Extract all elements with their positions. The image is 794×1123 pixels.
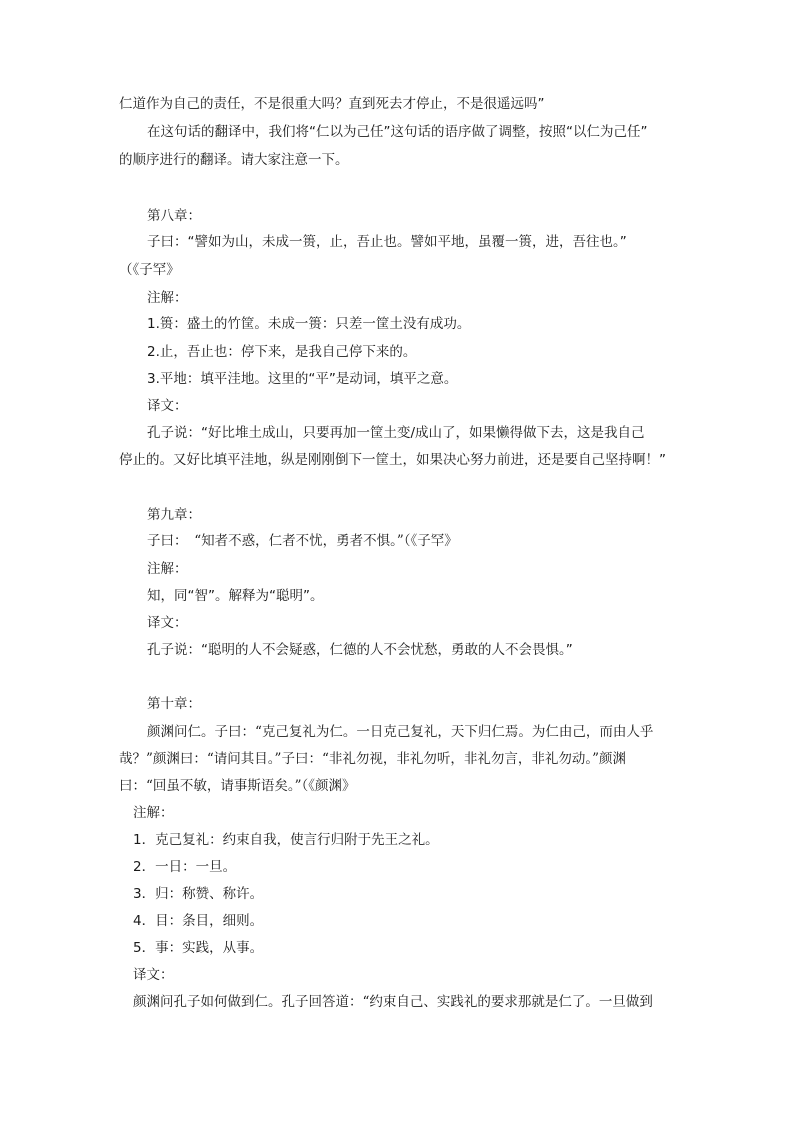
chapter-9-heading: 第九章：: [147, 507, 201, 523]
chapter-8-notes-label: 注解：: [147, 290, 188, 306]
chapter-10-note-3: 3．归：称赞、称许。: [133, 886, 264, 902]
chapter-9-translation-label: 译文：: [147, 615, 188, 631]
intro-line-2: 在这句话的翻译中，我们将“仁以为己任”这句话的语序做了调整，按照“以仁为己任”: [147, 124, 648, 140]
chapter-10-translation-label: 译文：: [133, 967, 174, 983]
chapter-9-notes-label: 注解：: [147, 561, 188, 577]
intro-line-3: 的顺序进行的翻译。请大家注意一下。: [119, 152, 349, 168]
chapter-10-quote-line-1: 颜渊问仁。子曰：“克己复礼为仁。一日克己复礼，天下归仁焉。为仁由己，而由人乎: [147, 724, 654, 740]
chapter-8-heading: 第八章：: [147, 208, 201, 224]
chapter-8-note-3: 3.平地：填平洼地。这里的“平”是动词，填平之意。: [147, 371, 458, 387]
chapter-10-note-5: 5．事：实践，从事。: [133, 940, 264, 956]
chapter-10-heading: 第十章：: [147, 696, 201, 712]
chapter-10-translation-line-1: 颜渊问孔子如何做到仁。孔子回答道：“约束自己、实践礼的要求那就是仁了。一旦做到: [133, 994, 653, 1010]
chapter-9-note: 知，同“智”。解释为“聪明”。: [147, 588, 324, 604]
chapter-10-note-4: 4．目：条目，细则。: [133, 913, 264, 929]
chapter-8-translation-label: 译文：: [147, 398, 188, 414]
chapter-8-note-2: 2.止，吾止也：停下来，是我自己停下来的。: [147, 344, 417, 360]
chapter-10-quote-line-2: 哉？”颜渊曰：“请问其目。”子曰：“非礼勿视，非礼勿听，非礼勿言，非礼勿动。”颜渊: [119, 751, 627, 767]
chapter-10-quote-line-3: 曰：“回虽不敏，请事斯语矣。”（《颜渊》: [119, 778, 356, 794]
chapter-10-notes-label: 注解：: [133, 805, 174, 821]
chapter-9-quote: 子曰： “知者不惑，仁者不忧，勇者不惧。”（《子罕》: [147, 533, 458, 549]
chapter-8-quote-line-1: 子曰：“譬如为山，未成一篑，止，吾止也。譬如平地，虽覆一篑，进，吾往也。”: [147, 234, 627, 250]
chapter-8-quote-line-2: （《子罕》: [119, 262, 180, 278]
chapter-8-translation-line-2: 停止的。又好比填平洼地，纵是刚刚倒下一筐土，如果决心努力前进，还是要自己坚持啊！”: [119, 452, 666, 468]
chapter-8-note-1: 1.篑：盛土的竹筐。未成一篑：只差一筐土没有成功。: [147, 316, 471, 332]
chapter-10-note-2: 2．一日：一旦。: [133, 859, 237, 875]
chapter-10-note-1: 1．克己复礼：约束自我，使言行归附于先王之礼。: [133, 832, 439, 848]
chapter-9-translation: 孔子说：“聪明的人不会疑惑，仁德的人不会忧愁，勇敢的人不会畏惧。”: [147, 642, 573, 658]
intro-line-1: 仁道作为自己的责任，不是很重大吗？直到死去才停止，不是很遥远吗”: [119, 96, 545, 112]
chapter-8-translation-line-1: 孔子说：“好比堆土成山，只要再加一筐土变/成山了，如果懒得做下去，这是我自己: [147, 425, 645, 441]
